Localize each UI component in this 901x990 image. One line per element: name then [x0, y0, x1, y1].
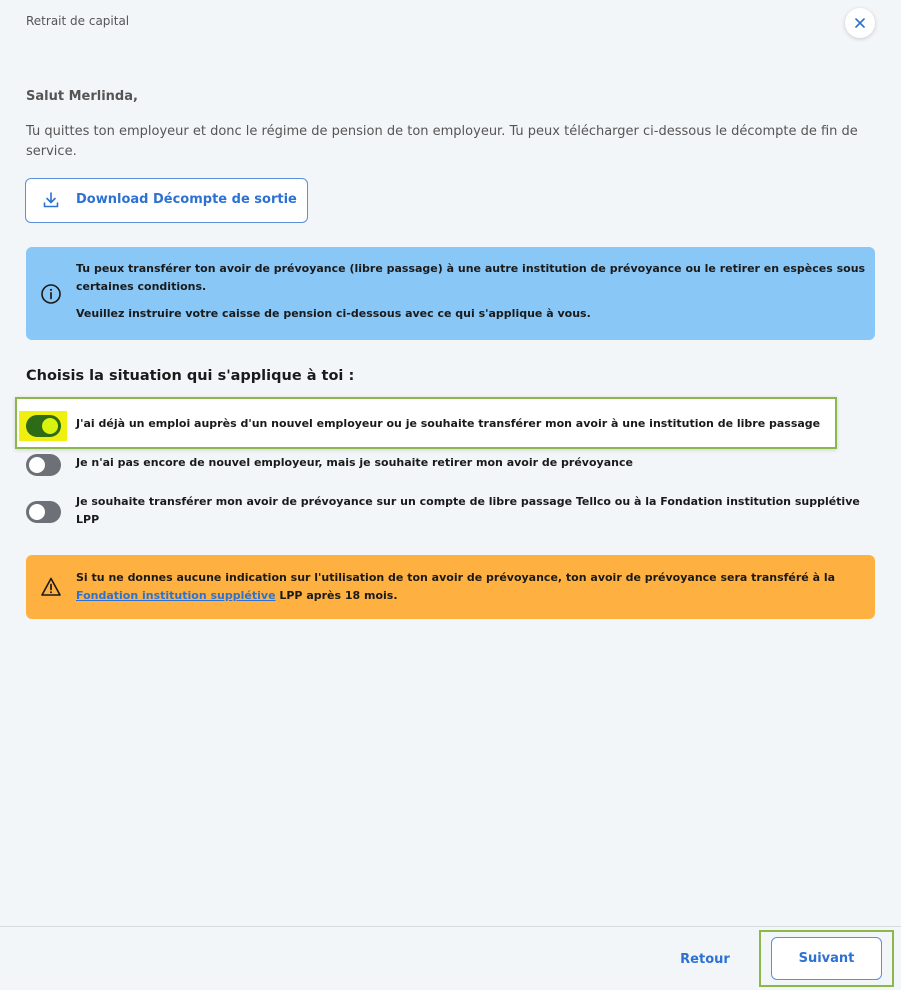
- situation-heading: Choisis la situation qui s'applique à toi :: [26, 368, 355, 384]
- download-button-label: Download Décompte de sortie: [76, 192, 297, 207]
- option-toggle[interactable]: [26, 501, 61, 523]
- info-box: [26, 247, 875, 340]
- info-text-secondary: Veuillez instruire votre caisse de pension ci-dessous avec ce qui s'applique à vous.: [76, 307, 591, 320]
- option-label: Je souhaite transférer mon avoir de prévoyance sur un compte de libre passage Tellco ou à la Fondation institution supplétive LPP: [76, 495, 860, 526]
- warning-icon: [40, 576, 62, 598]
- next-button[interactable]: Suivant: [771, 937, 882, 980]
- toggle-knob: [42, 418, 58, 434]
- warning-box: [26, 555, 875, 619]
- info-icon: [40, 283, 62, 305]
- download-decompte-button[interactable]: [25, 178, 308, 223]
- page-header-title: Retrait de capital: [26, 14, 130, 28]
- close-button[interactable]: [845, 8, 875, 38]
- intro-text: Tu quittes ton employeur et donc le régime de pension de ton employeur. Tu peux télécharger ci-dessous le décompte de fin de service.: [26, 124, 858, 159]
- option-toggle[interactable]: [26, 415, 61, 437]
- warning-text-end: LPP après 18 mois.: [275, 588, 398, 602]
- fondation-link[interactable]: Fondation institution supplétive: [76, 588, 276, 602]
- footer-divider: [0, 926, 901, 927]
- greeting-text: Salut Merlinda,: [26, 89, 138, 104]
- warning-text-start: Si tu ne donnes aucune indication sur l'utilisation de ton avoir de prévoyance, ton avoir de prévoyance sera transféré à la: [76, 571, 836, 584]
- toggle-knob: [29, 457, 45, 473]
- download-icon: [42, 191, 60, 209]
- back-button[interactable]: Retour: [680, 951, 730, 967]
- close-icon: [855, 18, 865, 28]
- option-toggle[interactable]: [26, 454, 61, 476]
- info-text-primary: Tu peux transférer ton avoir de prévoyance (libre passage) à une autre institution de prévoyance ou le retirer en espèces sous certaines conditions.: [76, 262, 866, 293]
- warning-text: [76, 569, 866, 604]
- toggle-knob: [29, 504, 45, 520]
- option-label: J'ai déjà un emploi auprès d'un nouvel employeur ou je souhaite transférer mon avoir à une institution de libre passage: [76, 417, 821, 430]
- option-label: Je n'ai pas encore de nouvel employeur, mais je souhaite retirer mon avoir de prévoyance: [76, 456, 633, 469]
